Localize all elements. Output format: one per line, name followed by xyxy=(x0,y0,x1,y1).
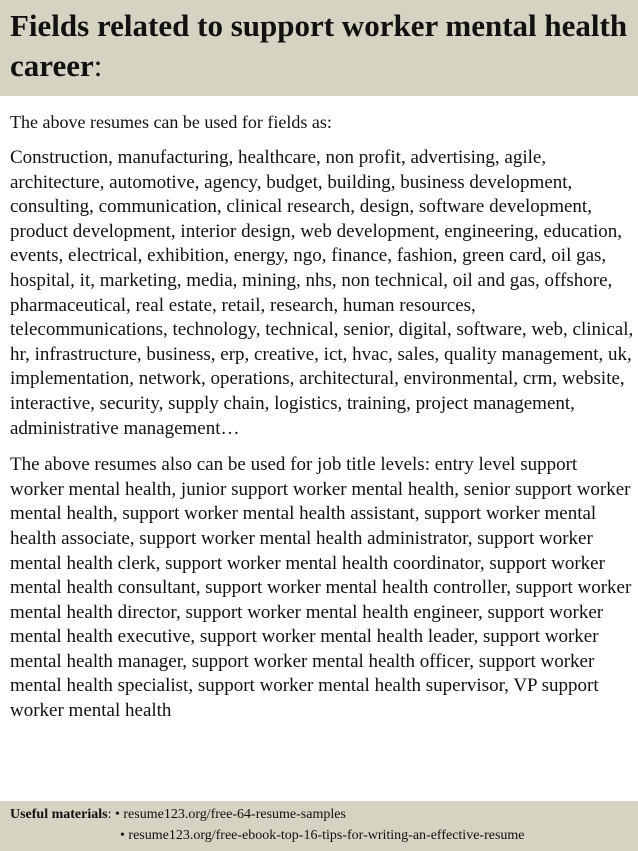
footer-link-samples[interactable]: • resume123.org/free-64-resume-samples xyxy=(114,807,346,822)
title-banner xyxy=(0,0,638,96)
job-levels-list: The above resumes also can be used for job title levels: entry level support worker mental health, junior support worker mental health, senior support worker mental health, support worker mental health assistant, support worker mental health associate, support worker mental health administrator, support worker mental health clerk, support worker mental health coordinator, support worker mental health consultant, support worker mental health controller, support worker mental health director, support worker mental health engineer, support worker mental health executive, support worker mental health leader, support worker mental health manager, support worker mental health officer, support worker mental health specialist, support worker mental health supervisor, VP support worker mental health xyxy=(10,454,632,722)
page-title-text: Fields related to support worker mental health career xyxy=(10,8,628,83)
footer-link-ebook[interactable]: • resume123.org/free-ebook-top-16-tips-for-writing-an-effective-resume xyxy=(120,828,525,843)
footer-materials xyxy=(0,801,638,851)
footer-separator: : xyxy=(107,807,115,822)
footer-row-2 xyxy=(10,825,628,846)
footer-label: Useful materials xyxy=(10,807,108,822)
footer-row-1 xyxy=(10,804,628,825)
main-content xyxy=(10,110,634,747)
intro-text: The above resumes can be used for fields as: xyxy=(10,112,332,132)
fields-list: Construction, manufacturing, healthcare, non profit, advertising, agile, architecture, automotive, agency, budget, building, business development, consulting, communication, clinical research, design, software development, product development, interior design, web development, engineering, education, events, electrical, exhibition, energy, ngo, finance, fashion, green card, oil gas, hospital, it, marketing, media, mining, nhs, non technical, oil and gas, offshore, pharmaceutical, real estate, retail, research, human resources, telecommunications, technology, technical, senior, digital, software, web, clinical, hr, infrastructure, business, erp, creative, ict, hvac, sales, quality management, uk, implementation, network, operations, architectural, environmental, crm, website, interactive, security, supply chain, logistics, training, project management, administrative management… xyxy=(10,147,634,439)
title-colon: : xyxy=(93,48,103,83)
page-title xyxy=(10,6,628,86)
